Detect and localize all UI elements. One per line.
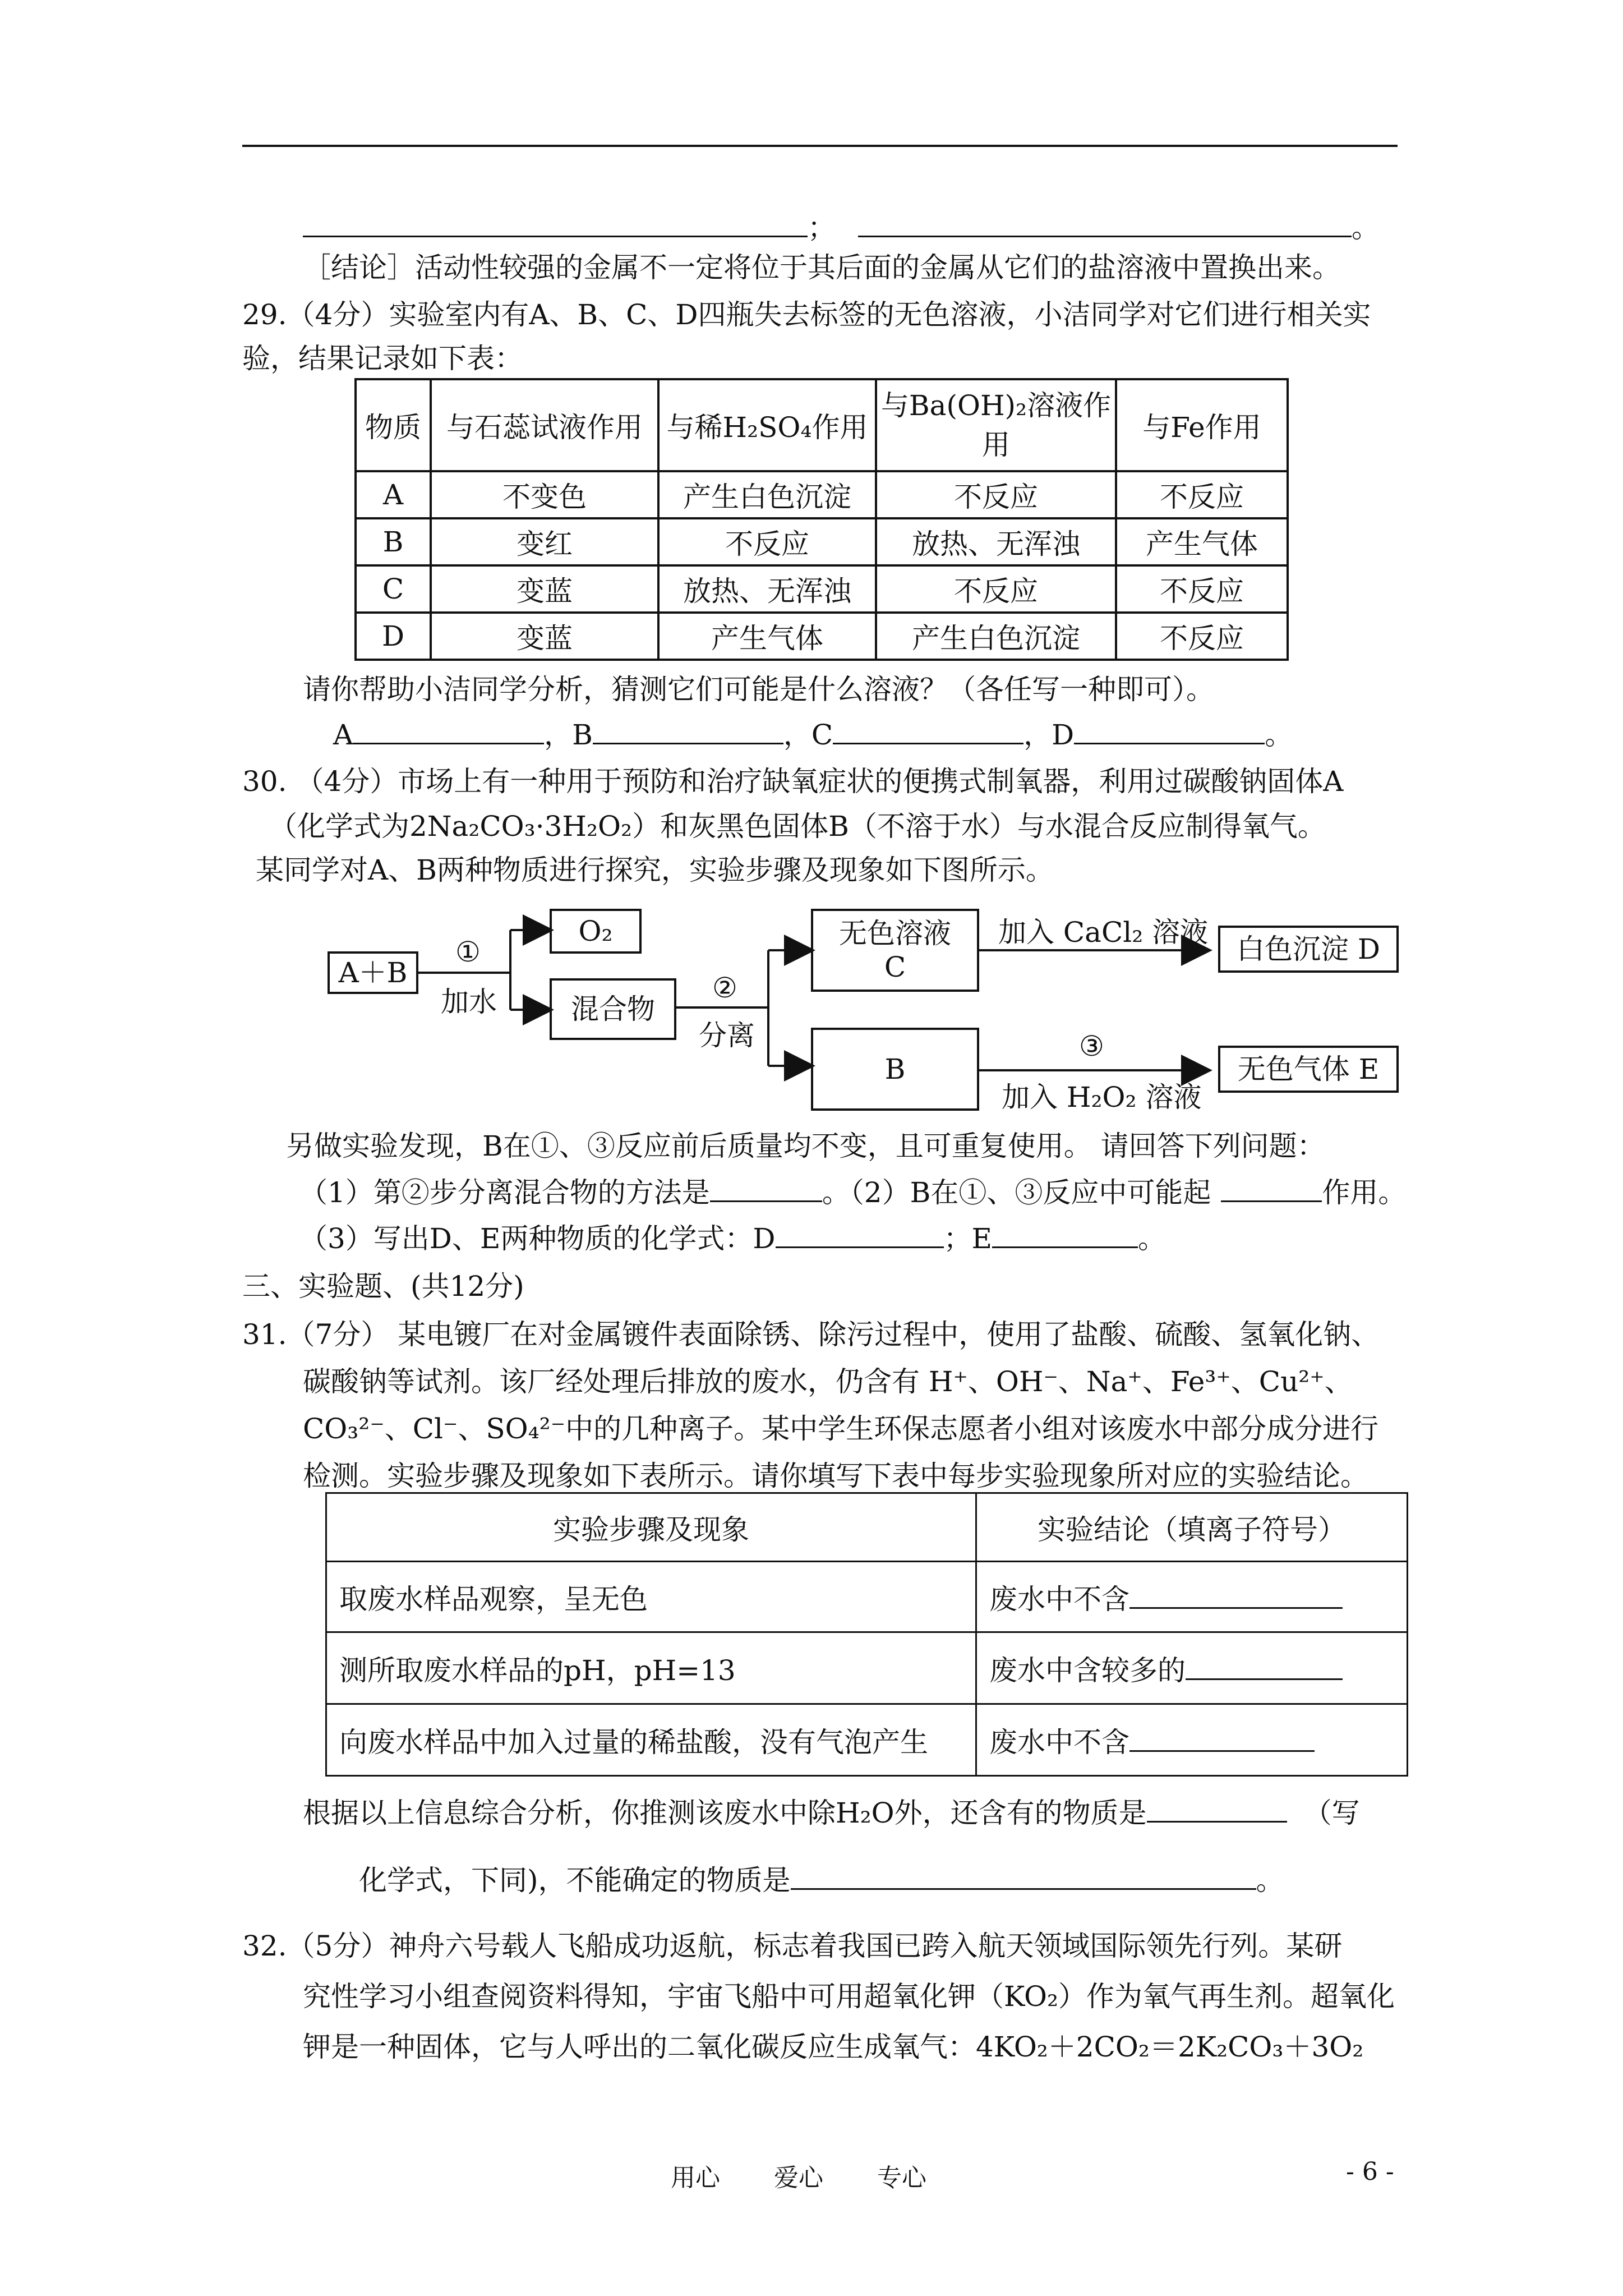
table-header: 实验步骤及现象 xyxy=(326,1493,976,1562)
q31-after1 xyxy=(303,1795,1360,1830)
box-ab: A＋B xyxy=(328,951,418,994)
step-1-label: ① xyxy=(455,936,481,968)
table-cell: A xyxy=(356,471,431,518)
table-cell: D xyxy=(356,613,431,660)
table-cell: 产生白色沉淀 xyxy=(876,613,1116,660)
table-header: 与稀H₂SO₄作用 xyxy=(658,379,876,471)
q30-line1: 30. （4分）市场上有一种用于预防和治疗缺氧症状的便携式制氧器，利用过碳酸钠固体A xyxy=(242,765,1344,798)
q31-line1: 31.（7分） 某电镀厂在对金属镀件表面除锈、除污过程中，使用了盐酸、硫酸、氢氧化钠、 xyxy=(242,1318,1380,1351)
q30-line2: （化学式为2Na₂CO₃·3H₂O₂）和灰黑色固体B（不溶于水）与水混合反应制得氧气。 xyxy=(269,810,1326,843)
box-gas-e: 无色气体 E xyxy=(1218,1046,1399,1093)
table-cell: C xyxy=(356,565,431,613)
solution-c-label: 无色溶液 xyxy=(839,917,951,950)
table-row xyxy=(326,1632,1408,1704)
table-row xyxy=(356,565,1288,613)
table-cell: 不变色 xyxy=(431,471,658,518)
period: 。 xyxy=(1265,719,1293,751)
q31-line2: 碳酸钠等试剂。该厂经处理后排放的废水，仍含有 H⁺、OH⁻、Na⁺、Fe³⁺、Cu²⁺、 xyxy=(303,1365,1353,1398)
conclusion-text: ［结论］活动性较强的金属不一定将位于其后面的金属从它们的盐溶液中置换出来。 xyxy=(303,251,1340,284)
table-header: 与Fe作用 xyxy=(1116,379,1288,471)
answer-blank[interactable] xyxy=(303,210,808,237)
q30-sub3 xyxy=(299,1221,1166,1256)
table-cell: 取废水样品观察，呈无色 xyxy=(326,1562,976,1632)
table-row xyxy=(326,1704,1408,1776)
step-2-label: ② xyxy=(712,972,737,1004)
ion-blank[interactable] xyxy=(1129,1581,1343,1609)
q31-table xyxy=(325,1492,1408,1777)
table-cell: 不反应 xyxy=(1116,471,1288,518)
q29-ask: 请你帮助小洁同学分析，猜测它们可能是什么溶液？（各任写一种即可）。 xyxy=(303,673,1214,706)
table-cell: 变红 xyxy=(431,518,658,565)
period: 。 xyxy=(1256,1864,1284,1897)
footer-slogan xyxy=(671,2157,926,2193)
table-cell: 向废水样品中加入过量的稀盐酸，没有气泡产生 xyxy=(326,1704,976,1776)
q31-after2 xyxy=(359,1862,1284,1898)
table-header: 实验结论（填离子符号） xyxy=(976,1493,1408,1562)
q32-line1: 32.（5分）神舟六号载人飞船成功返航，标志着我国已跨入航天领域国际领先行列。某研 xyxy=(242,1930,1343,1962)
table-header: 与石蕊试液作用 xyxy=(431,379,658,471)
separate-label: 分离 xyxy=(699,1019,755,1052)
q31-after1-end: （写 xyxy=(1303,1797,1360,1829)
conclusion-label: 废水中不含 xyxy=(989,1582,1129,1616)
q29-line1: 29.（4分）实验室内有A、B、C、D四瓶失去标签的无色溶液，小洁同学对它们进行相关实 xyxy=(242,298,1371,331)
slogan-2: 爱心 xyxy=(774,2164,823,2192)
step-3-label: ③ xyxy=(1079,1030,1104,1062)
page-number: - 6 - xyxy=(1346,2157,1394,2186)
label-a: A xyxy=(333,719,354,751)
q31-after1-text: 根据以上信息综合分析，你推测该废水中除H₂O外，还含有的物质是 xyxy=(303,1797,1147,1829)
prev-answer-line xyxy=(303,210,1380,245)
table-cell: 变蓝 xyxy=(431,565,658,613)
period: 。 xyxy=(1352,211,1380,244)
answer-c-blank[interactable] xyxy=(833,717,1023,744)
table-cell: 变蓝 xyxy=(431,613,658,660)
q29-line2: 验，结果记录如下表： xyxy=(242,342,523,375)
table-row xyxy=(356,518,1288,565)
table-row xyxy=(356,471,1288,518)
header-rule xyxy=(242,145,1398,147)
answer-a-blank[interactable] xyxy=(353,717,544,744)
table-cell xyxy=(976,1562,1408,1632)
table-cell: 不反应 xyxy=(1116,613,1288,660)
q30-q3-text: （3）写出D、E两种物质的化学式：D xyxy=(299,1222,776,1255)
q30-q2-text: 。（2）B在①、③反应中可能起 xyxy=(822,1176,1211,1209)
q32-line2: 究性学习小组查阅资料得知，宇宙飞船中可用超氧化钾（KO₂）作为氧气再生剂。超氧化 xyxy=(303,1980,1395,2013)
section-3-heading: 三、实验题、(共12分) xyxy=(242,1270,524,1303)
q31-line3: CO₃²⁻、Cl⁻、SO₄²⁻中的几种离子。某中学生环保志愿者小组对该废水中部分成分进行 xyxy=(303,1412,1379,1445)
table-cell: 放热、无浑浊 xyxy=(658,565,876,613)
box-precipitate-d: 白色沉淀 D xyxy=(1218,926,1399,973)
ion-blank[interactable] xyxy=(1129,1724,1315,1752)
box-mixture: 混合物 xyxy=(550,978,676,1040)
add-h2o2-label: 加入 H₂O₂ 溶液 xyxy=(1002,1081,1202,1114)
q30-q1-text: （1）第②步分离混合物的方法是 xyxy=(299,1176,710,1209)
table-cell xyxy=(976,1704,1408,1776)
table-cell: 不反应 xyxy=(658,518,876,565)
answer-d-blank[interactable] xyxy=(1074,717,1265,744)
label-c: ，C xyxy=(783,719,833,751)
slogan-1: 用心 xyxy=(671,2164,720,2192)
label-b: ，B xyxy=(544,719,593,751)
table-cell xyxy=(976,1632,1408,1704)
table-cell: 产生白色沉淀 xyxy=(658,471,876,518)
separator: ； xyxy=(808,211,836,244)
uncertain-substance-blank[interactable] xyxy=(791,1862,1256,1890)
q31-line4: 检测。实验步骤及现象如下表所示。请你填写下表中每步实验现象所对应的实验结论。 xyxy=(303,1460,1368,1492)
box-b: B xyxy=(811,1028,979,1111)
table-cell: 产生气体 xyxy=(1116,518,1288,565)
table-cell: 不反应 xyxy=(1116,565,1288,613)
solution-c-letter: C xyxy=(884,951,906,983)
q32-line3: 钾是一种固体，它与人呼出的二氧化碳反应生成氧气：4KO₂＋2CO₂＝2K₂CO₃＋3O₂ xyxy=(303,2031,1364,2063)
box-solution-c xyxy=(811,909,979,992)
q30-sub1 xyxy=(299,1175,1406,1210)
q30-q2-end: 作用。 xyxy=(1322,1176,1407,1209)
table-row xyxy=(326,1562,1408,1632)
q30-line3: 某同学对A、B两种物质进行探究，实验步骤及现象如下图所示。 xyxy=(256,854,1054,886)
table-cell: 不反应 xyxy=(876,471,1116,518)
conclusion-label: 废水中不含 xyxy=(989,1726,1129,1759)
add-water-label: 加水 xyxy=(441,986,497,1018)
period: 。 xyxy=(1138,1222,1166,1255)
table-cell: 产生气体 xyxy=(658,613,876,660)
table-cell: 放热、无浑浊 xyxy=(876,518,1116,565)
q31-after2-text: 化学式，下同)，不能确定的物质是 xyxy=(359,1864,791,1897)
table-row xyxy=(356,613,1288,660)
formula-e-blank[interactable] xyxy=(992,1221,1138,1248)
conclusion-label: 废水中含较多的 xyxy=(989,1654,1186,1687)
table-cell: 不反应 xyxy=(876,565,1116,613)
add-cacl2-label: 加入 CaCl₂ 溶液 xyxy=(998,916,1209,949)
table-cell: B xyxy=(356,518,431,565)
q29-table xyxy=(354,378,1289,661)
ion-blank[interactable] xyxy=(1186,1653,1343,1680)
q30-q3-mid: ；E xyxy=(943,1222,992,1255)
table-cell: 测所取废水样品的pH，pH=13 xyxy=(326,1632,976,1704)
role-blank[interactable] xyxy=(1221,1175,1322,1202)
slogan-3: 专心 xyxy=(877,2164,926,2192)
label-d: ，D xyxy=(1023,719,1075,751)
answer-b-blank[interactable] xyxy=(593,717,783,744)
q29-answers xyxy=(333,717,1293,752)
q30-note: 另做实验发现，B在①、③反应前后质量均不变，且可重复使用。 请回答下列问题： xyxy=(286,1130,1325,1162)
separation-method-blank[interactable] xyxy=(710,1175,822,1202)
table-header: 物质 xyxy=(356,379,431,471)
table-header: 与Ba(OH)₂溶液作用 xyxy=(876,379,1116,471)
box-o2: O₂ xyxy=(550,909,642,954)
substance-blank[interactable] xyxy=(1147,1795,1287,1823)
formula-d-blank[interactable] xyxy=(776,1221,944,1248)
answer-blank[interactable] xyxy=(858,210,1352,237)
